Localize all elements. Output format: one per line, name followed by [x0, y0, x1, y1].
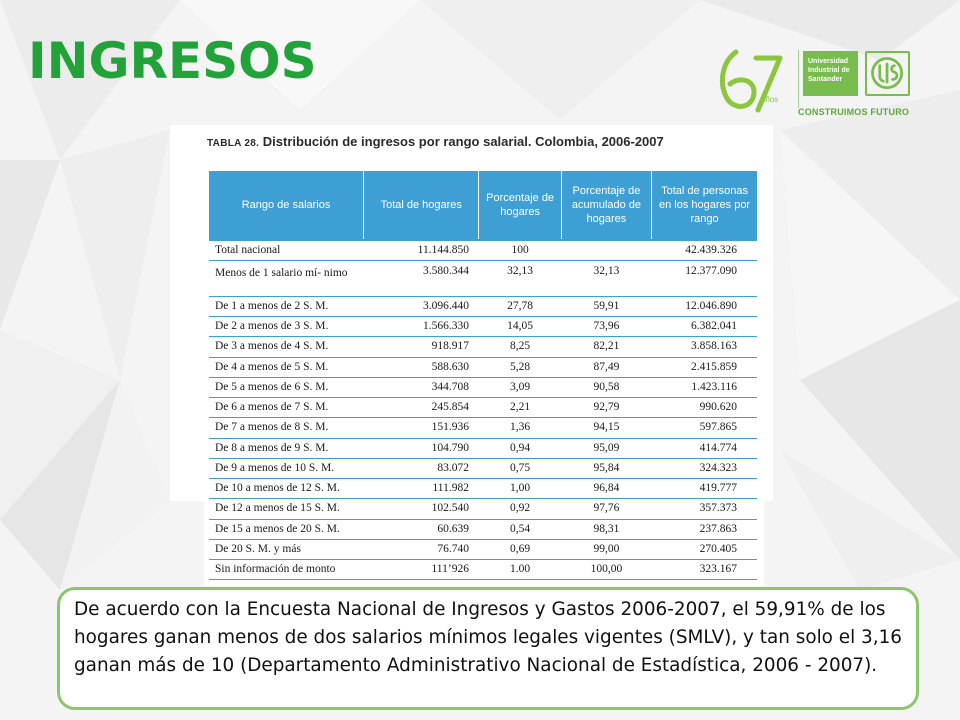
cell-household-percentage: 3,09: [479, 377, 561, 397]
cell-cumulative-percentage: 32,13: [561, 260, 651, 296]
cell-cumulative-percentage: 90,58: [561, 377, 651, 397]
cell-total-persons: 270.405: [652, 539, 757, 559]
table-row: [209, 357, 757, 377]
cell-cumulative-percentage: 82,21: [561, 337, 651, 357]
cell-total-persons: 3.858.163: [652, 337, 757, 357]
cell-total-households: 11.144.850: [364, 240, 479, 260]
cell-household-percentage: 0,75: [479, 458, 561, 478]
cell-household-percentage: 5,28: [479, 357, 561, 377]
cell-total-persons: 414.774: [652, 438, 757, 458]
table-row: [209, 458, 757, 478]
cell-total-households: 60.639: [364, 519, 479, 539]
cell-salary-range: De 6 a menos de 7 S. M.: [209, 398, 364, 418]
cell-household-percentage: 1.00: [479, 560, 561, 580]
cell-total-persons: 2.415.859: [652, 357, 757, 377]
cell-cumulative-percentage: 95,09: [561, 438, 651, 458]
table-row: [209, 260, 757, 296]
cell-total-persons: 12.377.090: [652, 260, 757, 296]
cell-household-percentage: 0,54: [479, 519, 561, 539]
university-name: Universidad Industrial de Santander: [803, 51, 858, 96]
table-row: [209, 499, 757, 519]
page-title: INGRESOS: [28, 32, 317, 90]
cell-cumulative-percentage: 96,84: [561, 479, 651, 499]
cell-household-percentage: 0,69: [479, 539, 561, 559]
cell-cumulative-percentage: 99,00: [561, 539, 651, 559]
uis-shield-icon: [865, 51, 910, 96]
header-household-percentage: Porcentaje de hogares: [479, 171, 561, 240]
cell-household-percentage: 100: [479, 240, 561, 260]
cell-household-percentage: 0,92: [479, 499, 561, 519]
cell-total-households: 918.917: [364, 337, 479, 357]
cell-total-households: 588.630: [364, 357, 479, 377]
cell-salary-range: De 2 a menos de 3 S. M.: [209, 317, 364, 337]
table-row: [209, 539, 757, 559]
cell-cumulative-percentage: 95,84: [561, 458, 651, 478]
cell-total-households: 3.096.440: [364, 296, 479, 316]
cell-cumulative-percentage: 94,15: [561, 418, 651, 438]
cell-total-households: 151.936: [364, 418, 479, 438]
table-row: [209, 418, 757, 438]
cell-cumulative-percentage: 92,79: [561, 398, 651, 418]
cell-cumulative-percentage: 59,91: [561, 296, 651, 316]
cell-household-percentage: 27,78: [479, 296, 561, 316]
table-row: [209, 479, 757, 499]
university-logo: [710, 44, 915, 124]
table-row: [209, 317, 757, 337]
cell-salary-range: De 4 a menos de 5 S. M.: [209, 357, 364, 377]
cell-total-households: 3.580.344: [364, 260, 479, 296]
table-caption: [207, 134, 664, 149]
cell-total-households: 111.982: [364, 479, 479, 499]
cell-household-percentage: 0,94: [479, 438, 561, 458]
cell-total-households: 1.566.330: [364, 317, 479, 337]
cell-household-percentage: 2,21: [479, 398, 561, 418]
cell-cumulative-percentage: 73,96: [561, 317, 651, 337]
cell-cumulative-percentage: [561, 240, 651, 260]
cell-total-persons: 237.863: [652, 519, 757, 539]
cell-salary-range: De 7 a menos de 8 S. M.: [209, 418, 364, 438]
cell-cumulative-percentage: 98,31: [561, 519, 651, 539]
cell-total-persons: 357.373: [652, 499, 757, 519]
cell-total-households: 344.708: [364, 377, 479, 397]
cell-salary-range: Total nacional: [209, 240, 364, 260]
table-row: [209, 398, 757, 418]
table-row: [209, 337, 757, 357]
table-title: Distribución de ingresos por rango salarial. Colombia, 2006-2007: [262, 134, 664, 149]
header-cumulative-percentage: Porcentaje de acumulado de hogares: [561, 171, 651, 240]
cell-salary-range: De 9 a menos de 10 S. M.: [209, 458, 364, 478]
cell-household-percentage: 1,00: [479, 479, 561, 499]
cell-total-households: 102.540: [364, 499, 479, 519]
cell-salary-range: De 1 a menos de 2 S. M.: [209, 296, 364, 316]
header-total-households: Total de hogares: [364, 171, 479, 240]
header-salary-range: Rango de salarios: [209, 171, 364, 240]
cell-total-households: 83.072: [364, 458, 479, 478]
cell-salary-range: De 12 a menos de 15 S. M.: [209, 499, 364, 519]
cell-household-percentage: 32,13: [479, 260, 561, 296]
cell-household-percentage: 8,25: [479, 337, 561, 357]
income-distribution-table: [209, 171, 757, 580]
table-row: [209, 240, 757, 260]
cell-salary-range: De 3 a menos de 4 S. M.: [209, 337, 364, 357]
cell-total-persons: 597.865: [652, 418, 757, 438]
table-row: [209, 377, 757, 397]
table-row: [209, 560, 757, 580]
cell-total-persons: 42.439.326: [652, 240, 757, 260]
summary-note: De acuerdo con la Encuesta Nacional de Ingresos y Gastos 2006-2007, el 59,91% de los hogares ganan menos de dos salarios mínimos legales vigentes (SMLV), y tan solo el 3,16 ganan más de 10 (Departamento Administrativo Nacional de Estadística, 2006 - 2007).: [57, 587, 919, 710]
cell-total-persons: 990.620: [652, 398, 757, 418]
cell-total-households: 104.790: [364, 438, 479, 458]
cell-total-persons: 419.777: [652, 479, 757, 499]
cell-total-persons: 324.323: [652, 458, 757, 478]
cell-cumulative-percentage: 87,49: [561, 357, 651, 377]
cell-total-persons: 323.167: [652, 560, 757, 580]
cell-salary-range: De 15 a menos de 20 S. M.: [209, 519, 364, 539]
cell-salary-range: De 10 a menos de 12 S. M.: [209, 479, 364, 499]
cell-household-percentage: 14,05: [479, 317, 561, 337]
cell-household-percentage: 1,36: [479, 418, 561, 438]
table-header-row: [209, 171, 757, 240]
cell-salary-range: Menos de 1 salario mí- nimo: [209, 260, 364, 296]
cell-salary-range: Sin información de monto: [209, 560, 364, 580]
cell-cumulative-percentage: 97,76: [561, 499, 651, 519]
cell-total-households: 111’926: [364, 560, 479, 580]
cell-total-households: 245.854: [364, 398, 479, 418]
anniversary-67-emblem: [714, 44, 786, 114]
cell-total-persons: 6.382.041: [652, 317, 757, 337]
cell-salary-range: De 5 a menos de 6 S. M.: [209, 377, 364, 397]
cell-salary-range: De 8 a menos de 9 S. M.: [209, 438, 364, 458]
table-row: [209, 438, 757, 458]
anniversary-word: Años: [760, 95, 779, 104]
header-total-persons: Total de personas en los hogares por rango: [652, 171, 757, 240]
table-number: TABLA 28.: [207, 138, 260, 149]
table-row: [209, 519, 757, 539]
logo-divider: [798, 50, 799, 108]
table-row: [209, 296, 757, 316]
cell-total-persons: 1.423.116: [652, 377, 757, 397]
cell-total-persons: 12.046.890: [652, 296, 757, 316]
university-motto: CONSTRUIMOS FUTURO: [798, 107, 910, 117]
cell-total-households: 76.740: [364, 539, 479, 559]
cell-salary-range: De 20 S. M. y más: [209, 539, 364, 559]
cell-cumulative-percentage: 100,00: [561, 560, 651, 580]
